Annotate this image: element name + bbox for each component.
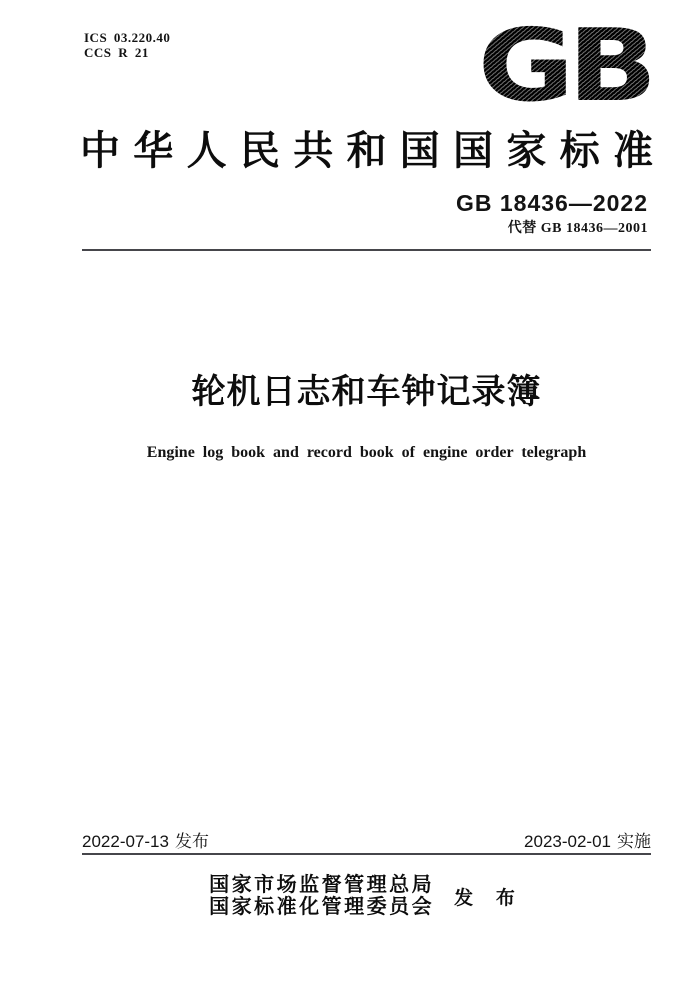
standard-number-block <box>456 190 648 237</box>
document-title-en: Engine log book and record book of engine order telegraph <box>146 444 587 461</box>
issue-date-label: 发布 <box>174 832 209 851</box>
publisher-block <box>82 872 651 920</box>
implementation-date-value: 2023-02-01 <box>524 832 611 851</box>
superseded-note: 代替 GB 18436—2001 <box>507 221 648 236</box>
ics-code: ICS 03.220.40 <box>84 30 171 45</box>
implementation-date <box>524 832 651 852</box>
ccs-code: CCS R 21 <box>84 45 149 60</box>
date-row <box>82 832 651 852</box>
implementation-date-label: 实施 <box>617 832 651 851</box>
issue-date-value: 2022-07-13 <box>82 832 169 851</box>
bottom-rule <box>82 853 651 855</box>
gb-logo-text: GB <box>477 7 650 124</box>
issue-date <box>82 832 209 852</box>
gb-logo <box>470 7 650 124</box>
top-rule <box>82 249 651 251</box>
document-title-cn: 轮机日志和车钟记录簿 <box>191 373 542 411</box>
publisher-line2: 国家标准化管理委员会 <box>209 896 435 918</box>
classification-codes <box>84 30 170 60</box>
publisher-names <box>209 874 434 918</box>
publisher-line1: 国家市场监督管理总局 <box>209 874 435 896</box>
standard-number: GB 18436—2022 <box>455 190 648 216</box>
standard-heading: 中华人民共和国国家标准 <box>80 128 653 173</box>
publish-label: 发 布 <box>454 887 524 909</box>
